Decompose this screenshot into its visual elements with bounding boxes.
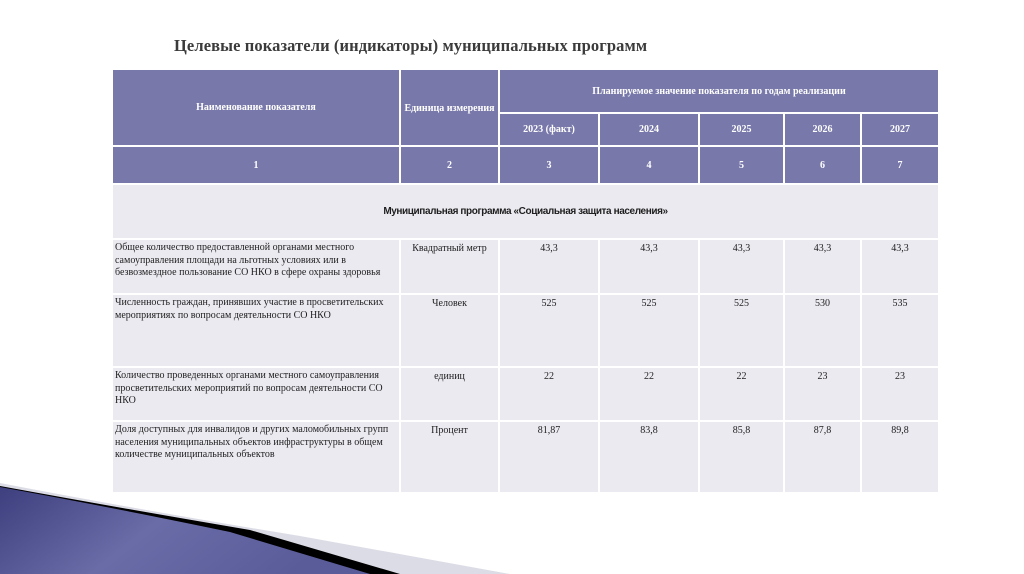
indicator-value: 525	[499, 294, 599, 367]
slide-title: Целевые показатели (индикаторы) муниципальных программ	[174, 36, 648, 55]
indicator-value: 535	[861, 294, 939, 367]
indicator-value: 43,3	[861, 239, 939, 294]
table-row	[112, 367, 939, 421]
indicator-name: Численность граждан, принявших участие в просветительских мероприятиях по вопросам деятельности СО НКО	[112, 294, 400, 367]
indicator-value: 85,8	[699, 421, 784, 493]
column-number: 7	[861, 146, 939, 184]
table-row	[112, 421, 939, 493]
indicator-value: 22	[499, 367, 599, 421]
indicator-value: 23	[784, 367, 861, 421]
column-number: 1	[112, 146, 400, 184]
indicator-value: 43,3	[699, 239, 784, 294]
indicator-name: Общее количество предоставленной органами местного самоуправления площади на льготных условиях или в безвозмездное пользование СО НКО в сфере охраны здоровья	[112, 239, 400, 294]
column-number: 6	[784, 146, 861, 184]
indicators-table	[111, 68, 940, 494]
indicator-unit: единиц	[400, 367, 499, 421]
header-years-group: Планируемое значение показателя по годам реализации	[499, 69, 939, 113]
program-title: Муниципальная программа «Социальная защита населения»	[112, 184, 939, 239]
column-number: 5	[699, 146, 784, 184]
indicator-value: 89,8	[861, 421, 939, 493]
indicator-value: 22	[699, 367, 784, 421]
indicator-unit: Человек	[400, 294, 499, 367]
indicator-unit: Квадратный метр	[400, 239, 499, 294]
header-year-2025: 2025	[699, 113, 784, 146]
column-number: 2	[400, 146, 499, 184]
indicator-value: 43,3	[599, 239, 699, 294]
header-unit-column: Единица измерения	[400, 69, 499, 146]
indicator-value: 23	[861, 367, 939, 421]
indicator-value: 22	[599, 367, 699, 421]
column-number: 4	[599, 146, 699, 184]
indicator-value: 83,8	[599, 421, 699, 493]
header-year-2026: 2026	[784, 113, 861, 146]
header-name-column: Наименование показателя	[112, 69, 400, 146]
indicator-value: 525	[599, 294, 699, 367]
indicator-name: Количество проведенных органами местного самоуправления просветительских мероприятий по вопросам деятельности СО НКО	[112, 367, 400, 421]
indicator-value: 525	[699, 294, 784, 367]
indicator-value: 87,8	[784, 421, 861, 493]
table-row	[112, 239, 939, 294]
header-year-2023: 2023 (факт)	[499, 113, 599, 146]
indicator-unit: Процент	[400, 421, 499, 493]
header-year-2024: 2024	[599, 113, 699, 146]
header-year-2027: 2027	[861, 113, 939, 146]
column-numbers-row	[112, 146, 939, 184]
indicator-value: 43,3	[499, 239, 599, 294]
table-row	[112, 294, 939, 367]
column-number: 3	[499, 146, 599, 184]
indicator-name: Доля доступных для инвалидов и других маломобильных групп населения муниципальных объектов инфраструктуры в общем количестве муниципальных объектов	[112, 421, 400, 493]
indicator-value: 530	[784, 294, 861, 367]
indicator-value: 81,87	[499, 421, 599, 493]
indicator-value: 43,3	[784, 239, 861, 294]
